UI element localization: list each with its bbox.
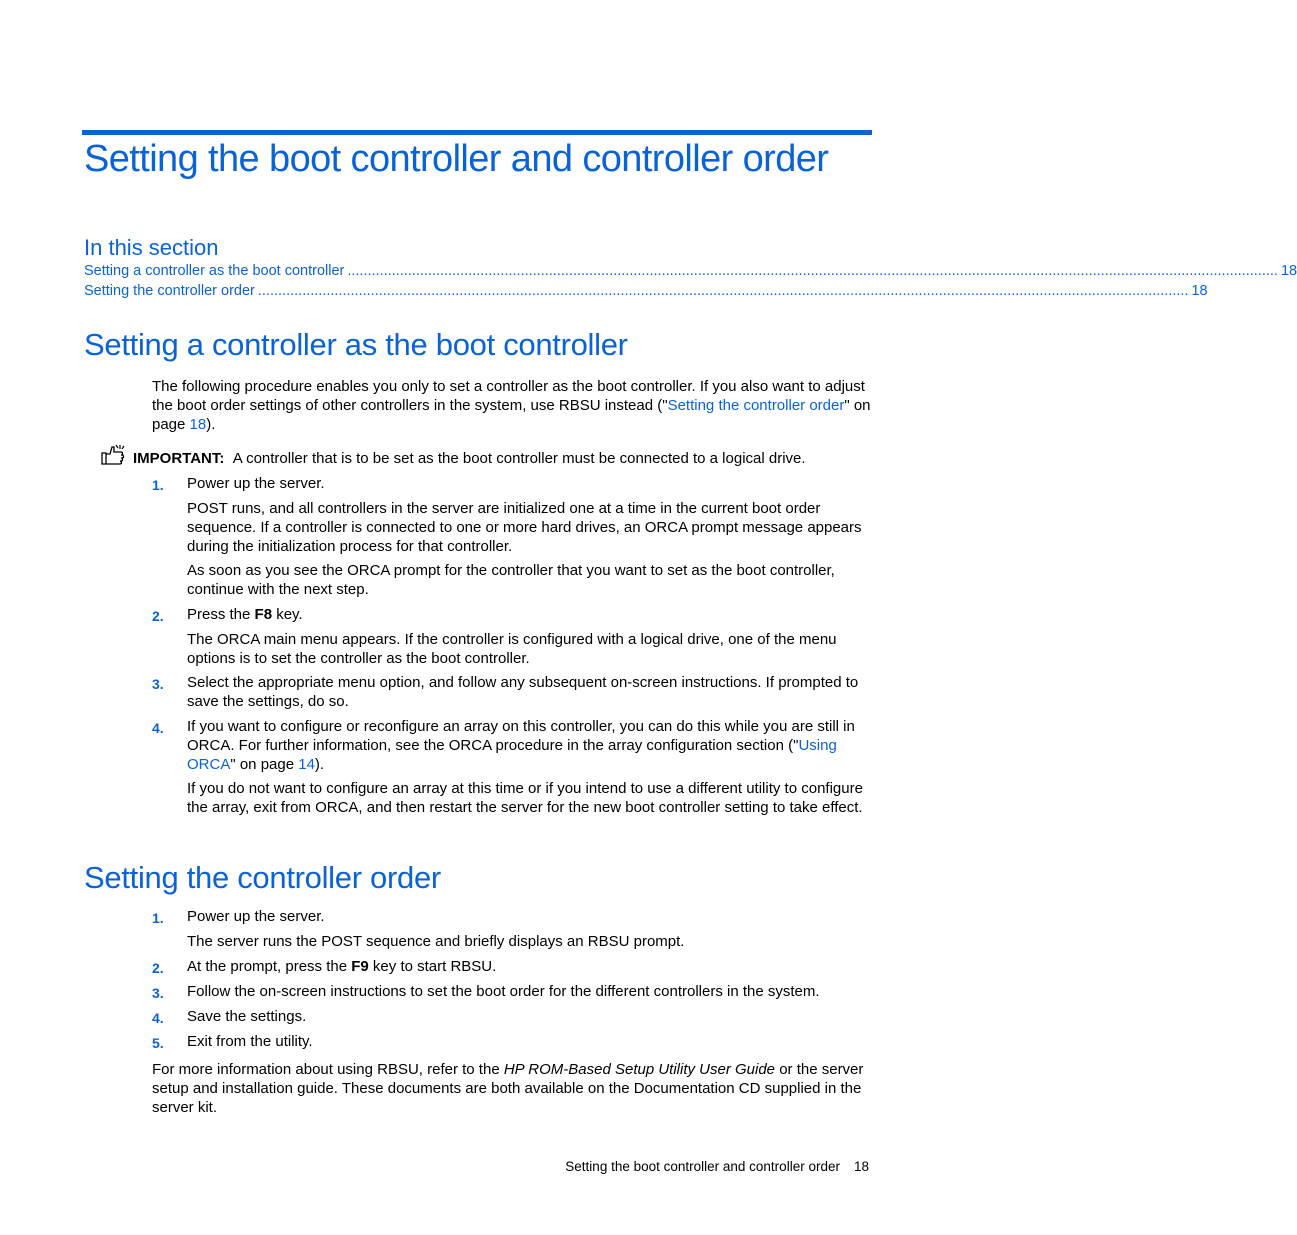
chapter-rule (82, 130, 872, 135)
step-text: Save the settings. (187, 1008, 307, 1025)
step-number: 4. (152, 720, 164, 736)
chapter-title: Setting the boot controller and controller order (84, 138, 829, 180)
step-paragraph: POST runs, and all controllers in the server are initialized one at a time in the current boot order sequence. If a controller is connected to one or more hard drives, an ORCA prompt message appears during the initialization process for that controller. (187, 500, 862, 555)
step-text-part: Press the (187, 606, 255, 623)
step-number: 2. (152, 608, 164, 624)
step-text (187, 606, 872, 625)
step-paragraph: If you do not want to configure an array at this time or if you intend to use a different utility to configure the array, exit from ORCA, and then restart the server for the new boot controller setting to take effect. (187, 780, 863, 816)
intro-text: " on page (152, 396, 871, 433)
footer-page-number: 18 (853, 1159, 869, 1174)
step-text: Follow the on-screen instructions to set the boot order for the different controllers in the system. (187, 983, 820, 1000)
key-label: F9 (351, 958, 369, 975)
important-text: A controller that is to be set as the boot controller must be connected to a logical drive. (232, 450, 806, 467)
footer-title: Setting the boot controller and controller order (565, 1159, 840, 1174)
page-link[interactable]: 14 (298, 755, 315, 773)
step-paragraph: The ORCA main menu appears. If the controller is configured with a logical drive, one of the menu options is to set the controller as the boot controller. (187, 631, 837, 667)
closing-text: or the server setup and installation guide. These documents are both available on the Documentation CD supplied in the server kit. (152, 1061, 864, 1116)
guide-title: HP ROM-Based Setup Utility User Guide (503, 1061, 776, 1078)
step-number: 3. (152, 985, 164, 1001)
closing-text: For more information about using RBSU, refer to the (152, 1061, 504, 1078)
step-number: 1. (152, 477, 164, 493)
key-label: F8 (254, 606, 273, 623)
step-number: 4. (152, 1010, 164, 1026)
section2-heading: Setting the controller order (84, 860, 441, 895)
toc-heading: In this section (84, 235, 219, 260)
toc-entry[interactable] (84, 263, 1297, 279)
step-text (187, 958, 872, 977)
step-number: 3. (152, 676, 164, 692)
section1-heading: Setting a controller as the boot controller (84, 327, 628, 362)
important-label: IMPORTANT: (133, 450, 225, 467)
step-text (187, 718, 872, 774)
step-text: Select the appropriate menu option, and follow any subsequent on-screen instructions. If prompted to save the settings, do so. (187, 674, 859, 710)
step-text: Power up the server. (187, 475, 325, 492)
step-number: 2. (152, 960, 164, 976)
intro-text: ). (206, 415, 216, 433)
toc-leader-dots: ....................................................................................................................................................................................................................................... (347, 263, 1278, 279)
important-hand-icon (100, 444, 128, 466)
page-footer (565, 1159, 869, 1174)
step-text-part: key. (272, 606, 303, 623)
step-text: Power up the server. (187, 908, 325, 925)
step-text-part: " on page (230, 755, 299, 773)
step-number: 1. (152, 910, 164, 926)
step-number: 5. (152, 1035, 164, 1051)
intro-text: The following procedure enables you only to set a controller as the boot controller. If you also want to adjust the boot order settings of other controllers in the system, use RBSU instead (" (152, 378, 865, 414)
step-text-part: If you want to configure or reconfigure an array on this controller, you can do this while you are still in ORCA. For further information, see the ORCA procedure in the array configuration section (" (187, 718, 855, 754)
step-text-part: At the prompt, press the (187, 958, 352, 975)
step-text-part: ). (314, 755, 325, 773)
toc-entry-label[interactable]: Setting the controller order (84, 283, 255, 299)
step-paragraph: As soon as you see the ORCA prompt for the controller that you want to set as the boot controller, continue with the next step. (187, 562, 835, 598)
intro-link[interactable]: Setting the controller order (667, 396, 845, 414)
intro-page-link[interactable]: 18 (189, 415, 207, 433)
step-text-part: key to start RBSU. (368, 958, 497, 975)
toc-entry-label[interactable]: Setting a controller as the boot controller (84, 263, 345, 279)
using-orca-link[interactable]: Using ORCA (187, 736, 837, 773)
toc-entry[interactable] (84, 283, 1208, 299)
closing-paragraph (152, 1061, 872, 1117)
toc-entry-page[interactable]: 18 (1280, 263, 1297, 279)
toc-entry-page[interactable]: 18 (1191, 283, 1208, 299)
step-paragraph: The server runs the POST sequence and briefly displays an RBSU prompt. (187, 933, 685, 950)
section1-intro (152, 378, 872, 434)
step-text: Exit from the utility. (187, 1033, 313, 1050)
toc-leader-dots: ....................................................................................................................................................................................................................................... (257, 283, 1189, 299)
important-text-line (133, 449, 806, 468)
